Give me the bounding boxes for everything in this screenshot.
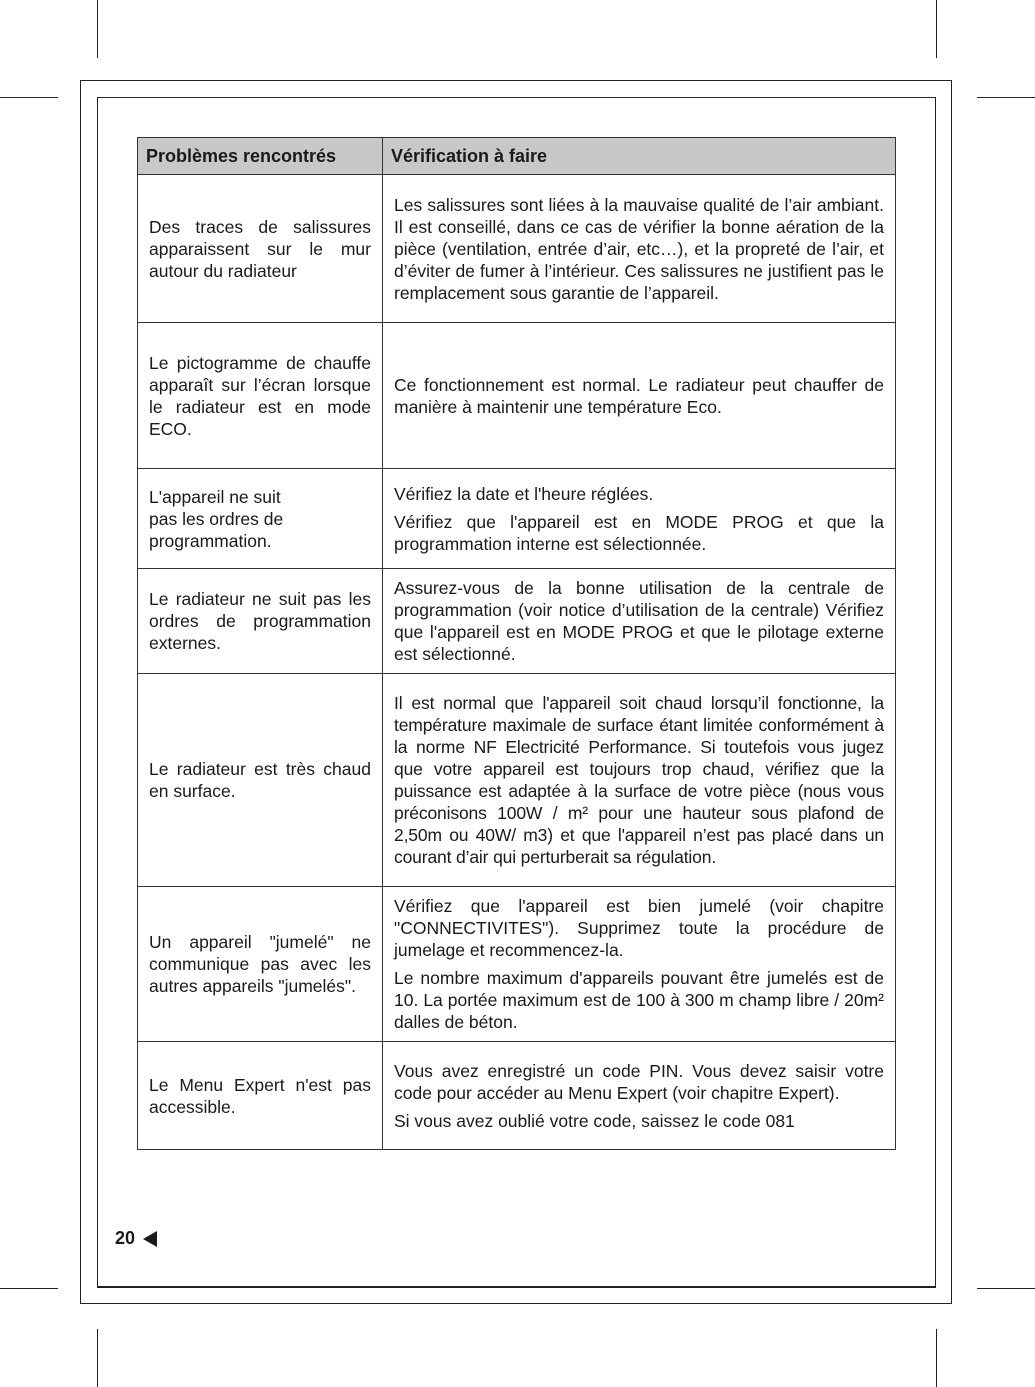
column-header-problems: Problèmes rencontrés: [138, 138, 383, 175]
problem-cell: Le pictogramme de chauffe apparaît sur l’écran lorsque le radiateur est en mode ECO.: [138, 323, 383, 469]
check-cell: [383, 569, 896, 674]
crop-mark: [0, 97, 58, 98]
page-number: 20: [115, 1228, 136, 1248]
crop-mark: [977, 1288, 1035, 1289]
problem-line: L'appareil ne suit pas les ordres de programmation.: [149, 486, 284, 551]
check-paragraph: Il est normal que l'appareil soit chaud lorsqu’il fonctionne, la température maximale de surface étant limitée conformément à la norme NF Electricité Performance. Si toutefois vous jugez que votre appareil est toujours trop chaud, vérifiez que la puissance est adaptée à la surface de votre pièce (nous vous préconisons 100W / m² pour une hauteur sous plafond de 2,50m ou 40W/ m3) et que l'appareil n’est pas placé dans un courant d’air qui perturberait sa régulation.: [394, 693, 884, 867]
table-row: [138, 1042, 896, 1150]
check-cell: [383, 1042, 896, 1150]
check-paragraph: Le nombre maximum d'appareils pouvant être jumelés est de 10. La portée maximum est de 100 à 300 m champ libre / 20m² dalles de béton.: [394, 968, 884, 1032]
table-row: [138, 175, 896, 323]
troubleshooting-table: [137, 137, 896, 1150]
check-paragraph: Vérifiez que l'appareil est bien jumelé (voir chapitre "CONNECTIVITES"). Supprimez toute la procédure de jumelage et recommencez-la.: [394, 896, 884, 960]
check-paragraph: Vérifiez la date et l'heure réglées.: [394, 483, 654, 504]
problem-cell: Le radiateur est très chaud en surface.: [138, 674, 383, 887]
crop-mark: [936, 0, 937, 58]
check-cell: [383, 469, 896, 569]
table-row: [138, 674, 896, 887]
problem-cell: [138, 469, 383, 569]
table-header-row: [138, 138, 896, 175]
table-row: [138, 887, 896, 1042]
check-cell: [383, 175, 896, 323]
check-paragraph: Les salissures sont liées à la mauvaise qualité de l’air ambiant. Il est conseillé, dans ce cas de vérifier la bonne aération de la pièce (ventilation, entrée d’air, etc…), et la propreté de l’air, et d’éviter de fumer à l’intérieur. Ces salissures ne justifient pas le remplacement sous garantie de l’appareil.: [394, 194, 884, 303]
crop-mark: [97, 1329, 98, 1387]
check-paragraph: Ce fonctionnement est normal. Le radiateur peut chauffer de manière à maintenir une température Eco.: [394, 374, 884, 417]
crop-mark: [0, 1288, 58, 1289]
crop-mark: [936, 1329, 937, 1387]
problem-cell: Un appareil "jumelé" ne communique pas avec les autres appareils "jumelés".: [138, 887, 383, 1042]
table-row: [138, 323, 896, 469]
check-paragraph: Vérifiez que l'appareil est en MODE PROG et que la programmation interne est sélectionnée.: [394, 511, 884, 554]
column-header-checks: Vérification à faire: [383, 138, 896, 175]
table-row: [138, 469, 896, 569]
table-row: [138, 569, 896, 674]
check-cell: [383, 887, 896, 1042]
crop-mark: [977, 97, 1035, 98]
problem-cell: Des traces de salissures apparaissent sur le mur autour du radiateur: [138, 175, 383, 323]
problem-cell: Le Menu Expert n'est pas accessible.: [138, 1042, 383, 1150]
check-paragraph: Assurez-vous de la bonne utilisation de la centrale de programmation (voir notice d’utilisation de la centrale) Vérifiez que l'appareil est en MODE PROG et que le pilotage externe est sélectionné.: [394, 578, 884, 664]
triangle-left-icon: [143, 1231, 157, 1247]
check-cell: [383, 674, 896, 887]
crop-mark: [97, 0, 98, 58]
problem-cell: Le radiateur ne suit pas les ordres de programmation externes.: [138, 569, 383, 674]
check-paragraph: Vous avez enregistré un code PIN. Vous devez saisir votre code pour accéder au Menu Expert (voir chapitre Expert).: [394, 1060, 884, 1103]
check-cell: [383, 323, 896, 469]
check-paragraph: Si vous avez oublié votre code, saissez le code 081: [394, 1110, 795, 1131]
